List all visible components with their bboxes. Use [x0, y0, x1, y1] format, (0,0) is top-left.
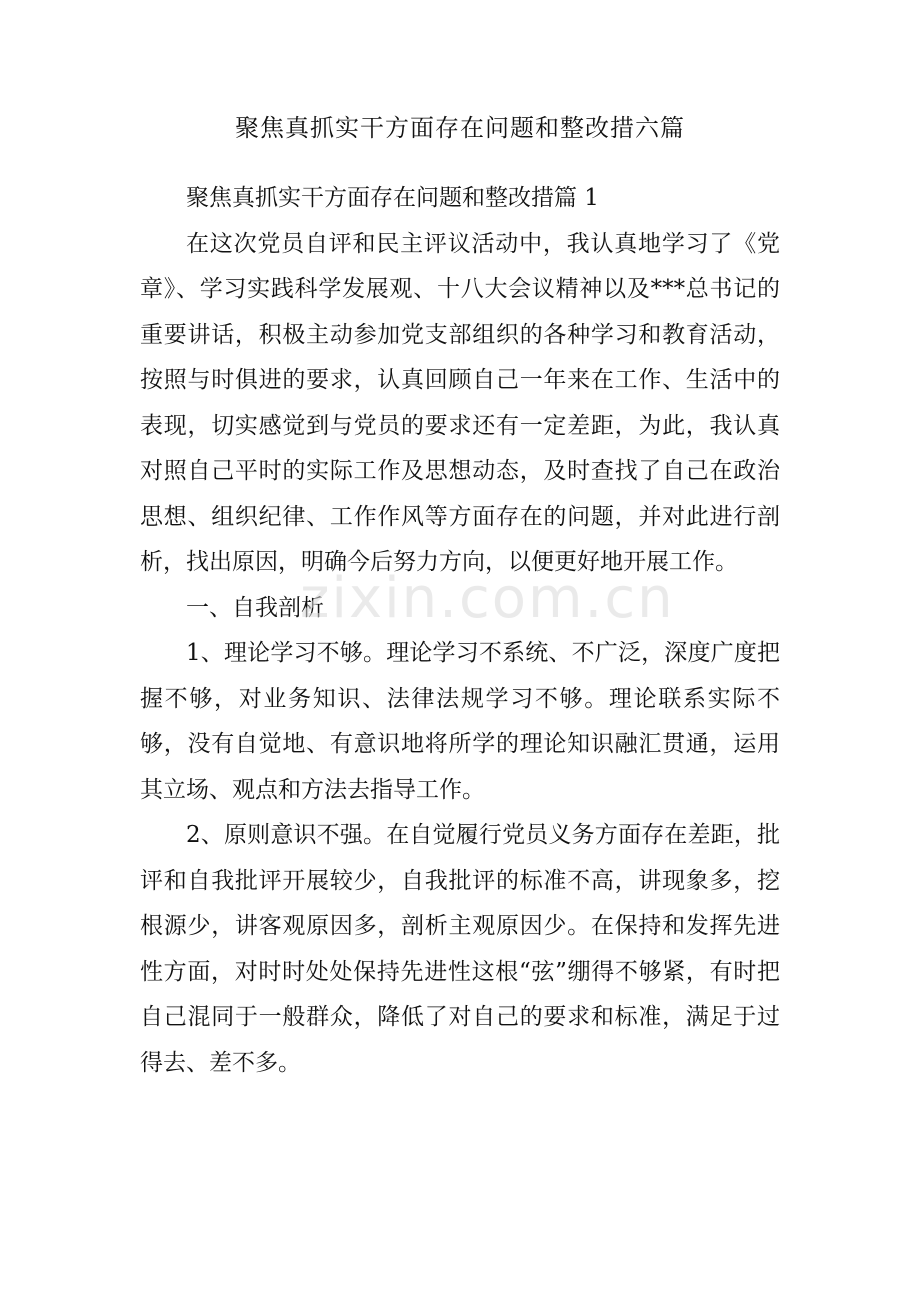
section-heading: 聚焦真抓实干方面存在问题和整改措篇 1	[186, 185, 599, 211]
paragraph-point-1: 1、理论学习不够。理论学习不系统、不广泛，深度广度把握不够，对业务知识、法律法规学习不够。理论联系实际不够，没有自觉地、有意识地将所学的理论知识融汇贯通，运用其立场、观点和方法去指导工作。	[140, 640, 780, 803]
paragraph-heading-self-analysis: 一、自我剖析	[186, 594, 324, 621]
document-body	[140, 176, 780, 1086]
paragraph-intro: 在这次党员自评和民主评议活动中，我认真地学习了《党章》、学习实践科学发展观、十八大会议精神以及***总书记的重要讲话，积极主动参加党支部组织的各种学习和教育活动，按照与时俱进的要求，认真回顾自己一年来在工作、生活中的表现，切实感觉到与党员的要求还有一定差距，为此，我认真对照自己平时的实际工作及思想动态，及时查找了自己在政治思想、组织纪律、工作作风等方面存在的问题，并对此进行剖析，找出原因，明确今后努力方向，以便更好地开展工作。	[140, 230, 780, 575]
paragraph-point-2: 2、原则意识不强。在自觉履行党员义务方面存在差距，批评和自我批评开展较少，自我批评的标准不高，讲现象多，挖根源少，讲客观原因多，剖析主观原因少。在保持和发挥先进性方面，对时时处处保持先进性这根“弦”绷得不够紧，有时把自己混同于一般群众，降低了对自己的要求和标准，满足于过得去、差不多。	[140, 822, 780, 1076]
site-watermark: zixin.com.cn	[300, 566, 675, 631]
document-title: 聚焦真抓实干方面存在问题和整改措六篇	[235, 114, 685, 142]
